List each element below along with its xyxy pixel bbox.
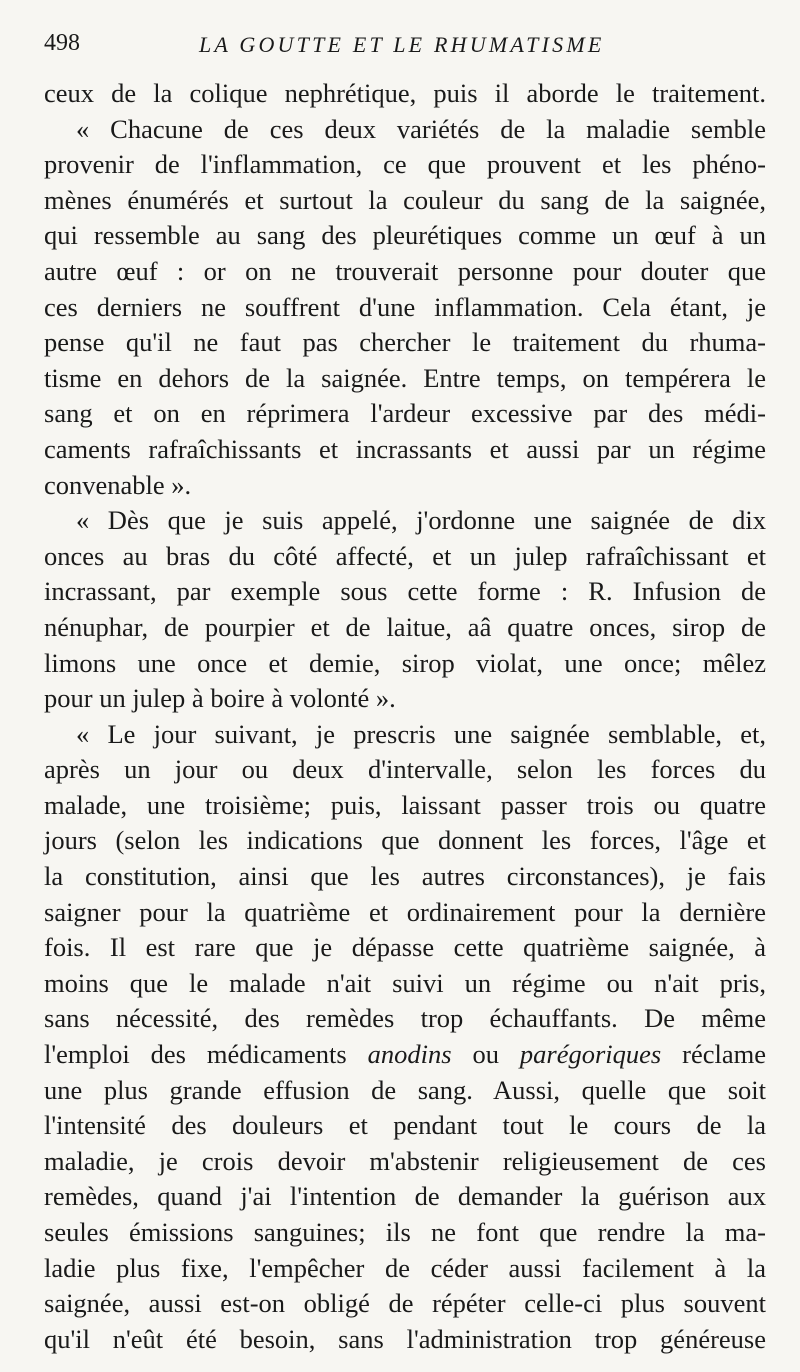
text-line: « Le jour suivant, je prescris une saignée semblable, et,: [76, 718, 766, 749]
text-line: pour un julep à boire à volonté ».: [44, 683, 396, 714]
text-line: jours (selon les indications que donnent les forces, l'âge et: [44, 825, 766, 856]
text-line: pense qu'il ne faut pas chercher le traitement du rhuma-: [44, 327, 766, 358]
page-header: [44, 30, 760, 70]
text-line-with-italics: [44, 1037, 766, 1073]
text-line: nénuphar, de pourpier et de laitue, aâ quatre onces, sirop de: [44, 611, 766, 642]
text-line: après un jour ou deux d'intervalle, selon les forces du: [44, 754, 766, 785]
text-line: ces derniers ne souffrent d'une inflammation. Cela étant, je: [44, 291, 766, 322]
text-line: onces au bras du côté affecté, et un julep rafraîchissant et: [44, 540, 766, 571]
text-line: limons une once et demie, sirop violat, une once; mêlez: [44, 647, 766, 678]
text-line: maladie, je crois devoir m'abstenir religieusement de ces: [44, 1145, 766, 1176]
text-line: caments rafraîchissants et incrassants et aussi par un régime: [44, 433, 766, 464]
text-line: ceux de la colique nephrétique, puis il aborde le traitement.: [44, 78, 766, 108]
text-line: qui ressemble au sang des pleurétiques comme un œuf à un: [44, 220, 766, 251]
body-text: [44, 76, 766, 1357]
text-line: moins que le malade n'ait suivi un régime ou n'ait pris,: [44, 967, 766, 998]
text-line: une plus grande effusion de sang. Aussi, quelle que soit: [44, 1074, 766, 1105]
text-line: « Chacune de ces deux variétés de la maladie semble: [76, 113, 766, 144]
text-line: saigner pour la quatrième et ordinairement pour la dernière: [44, 896, 766, 927]
text-segment: l'emploi des médicaments: [44, 1039, 368, 1070]
running-title: LA GOUTTE ET LE RHUMATISME: [199, 32, 605, 57]
text-line: tisme en dehors de la saignée. Entre temps, on tempérera le: [44, 362, 766, 393]
text-line: remèdes, quand j'ai l'intention de demander la guérison aux: [44, 1181, 766, 1212]
text-segment: ou: [451, 1039, 520, 1070]
italic-term-anodins: anodins: [367, 1039, 452, 1070]
text-line: la constitution, ainsi que les autres circonstances), je fais: [44, 861, 766, 892]
page-number: 498: [44, 30, 80, 56]
text-line: convenable ».: [44, 469, 192, 500]
text-line: sang et on en réprimera l'ardeur excessive par des médi-: [44, 398, 766, 429]
text-line: saignée, aussi est-on obligé de répéter celle-ci plus souvent: [44, 1288, 766, 1319]
text-line: seules émissions sanguines; ils ne font que rendre la ma-: [44, 1217, 766, 1247]
italic-term-paregoriques: parégoriques: [519, 1039, 662, 1070]
text-line: fois. Il est rare que je dépasse cette quatrième saignée, à: [44, 932, 766, 963]
text-line: l'intensité des douleurs et pendant tout le cours de la: [44, 1110, 766, 1141]
text-line: ladie plus fixe, l'empêcher de céder aussi facilement à la: [44, 1252, 766, 1283]
text-line: provenir de l'inflammation, ce que prouvent et les phéno-: [44, 149, 766, 180]
text-line: malade, une troisième; puis, laissant passer trois ou quatre: [44, 789, 766, 820]
text-line: qu'il n'eût été besoin, sans l'administration trop généreuse: [44, 1323, 766, 1354]
text-line: autre œuf : or on ne trouverait personne pour douter que: [44, 255, 766, 286]
text-line: incrassant, par exemple sous cette forme : R. Infusion de: [44, 576, 766, 607]
text-line: mènes énumérés et surtout la couleur du sang de la saignée,: [44, 184, 766, 215]
text-segment: réclame: [661, 1039, 766, 1070]
text-line: « Dès que je suis appelé, j'ordonne une saignée de dix: [76, 505, 766, 536]
text-line: sans nécessité, des remèdes trop échauffants. De même: [44, 1003, 766, 1034]
